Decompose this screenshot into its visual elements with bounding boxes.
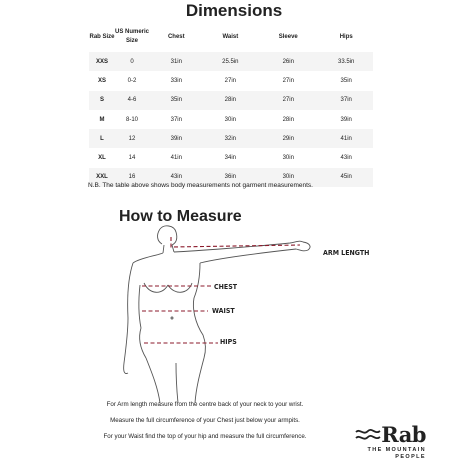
- cell-size: S: [89, 91, 115, 110]
- cell-size: XS: [89, 71, 115, 90]
- how-to-measure-title: How to Measure: [119, 208, 242, 225]
- cell-us-numeric: 12: [115, 129, 149, 148]
- cell-waist: 25.5in: [204, 52, 258, 71]
- cell-waist: 27in: [204, 71, 258, 90]
- arm-length-line: [171, 237, 300, 247]
- cell-sleeve: 30in: [257, 168, 319, 187]
- cell-hips: 43in: [319, 148, 373, 167]
- cell-us-numeric: 16: [115, 168, 149, 187]
- cell-size: XL: [89, 148, 115, 167]
- hips-label: HIPS: [220, 338, 237, 346]
- cell-us-numeric: 14: [115, 148, 149, 167]
- header-us-numeric-size: US Numeric Size: [115, 29, 150, 44]
- table-row: [89, 129, 373, 148]
- cell-us-numeric: 0: [115, 52, 149, 71]
- table-row: [89, 148, 373, 167]
- cell-us-numeric: 0-2: [115, 71, 149, 90]
- arm-length-label: ARM LENGTH: [323, 249, 370, 257]
- table-row: [89, 52, 373, 71]
- cell-chest: 31in: [149, 52, 204, 71]
- mountain-waves-icon: [355, 428, 381, 442]
- logo-wordmark: Rab: [381, 422, 426, 447]
- cell-size: XXL: [89, 168, 115, 187]
- table-body: [89, 52, 373, 187]
- measurement-note: N.B. The table above shows body measurements not garment measurements.: [88, 182, 313, 189]
- cell-chest: 33in: [149, 71, 204, 90]
- instruction-chest: Measure the full circumference of your Chest just below your armpits.: [110, 417, 300, 424]
- header-rab-size: Rab Size: [89, 33, 115, 40]
- table-header-row: [89, 22, 373, 52]
- logo-tagline-2: PEOPLE: [395, 454, 426, 460]
- page-title: Dimensions: [185, 1, 283, 20]
- cell-hips: 39in: [319, 110, 373, 129]
- cell-hips: 45in: [319, 168, 373, 187]
- cell-chest: 35in: [149, 91, 204, 110]
- cell-sleeve: 30in: [257, 148, 319, 167]
- cell-waist: 34in: [204, 148, 258, 167]
- cell-chest: 39in: [149, 129, 204, 148]
- cell-hips: 33.5in: [319, 52, 373, 71]
- cell-sleeve: 26in: [257, 52, 319, 71]
- cell-size: M: [89, 110, 115, 129]
- cell-chest: 43in: [149, 168, 204, 187]
- table-row: [89, 71, 373, 90]
- table-row: [89, 91, 373, 110]
- instruction-waist: For your Waist find the top of your hip and measure the full circumference.: [103, 433, 307, 440]
- table-row: [89, 110, 373, 129]
- cell-waist: 32in: [204, 129, 258, 148]
- cell-size: L: [89, 129, 115, 148]
- header-hips: Hips: [339, 33, 353, 40]
- logo-tagline-1: THE MOUNTAIN: [367, 447, 426, 453]
- cell-sleeve: 27in: [257, 91, 319, 110]
- header-sleeve: Sleeve: [278, 33, 298, 40]
- instruction-arm: For Arm length measure from the centre back of your neck to your wrist.: [106, 401, 304, 408]
- cell-sleeve: 28in: [257, 110, 319, 129]
- cell-waist: 28in: [204, 91, 258, 110]
- cell-hips: 37in: [319, 91, 373, 110]
- cell-chest: 37in: [149, 110, 204, 129]
- cell-us-numeric: 8-10: [115, 110, 149, 129]
- header-chest: Chest: [167, 33, 185, 40]
- cell-size: XXS: [89, 52, 115, 71]
- cell-waist: 30in: [204, 110, 258, 129]
- cell-waist: 36in: [204, 168, 258, 187]
- cell-us-numeric: 4-6: [115, 91, 149, 110]
- rab-logo: [336, 422, 426, 461]
- chest-label: CHEST: [214, 283, 238, 291]
- header-waist: Waist: [222, 33, 239, 40]
- size-table: [89, 22, 373, 187]
- cell-hips: 41in: [319, 129, 373, 148]
- cell-hips: 35in: [319, 71, 373, 90]
- cell-sleeve: 29in: [257, 129, 319, 148]
- cell-chest: 41in: [149, 148, 204, 167]
- cell-sleeve: 27in: [257, 71, 319, 90]
- waist-label: WAIST: [212, 307, 235, 315]
